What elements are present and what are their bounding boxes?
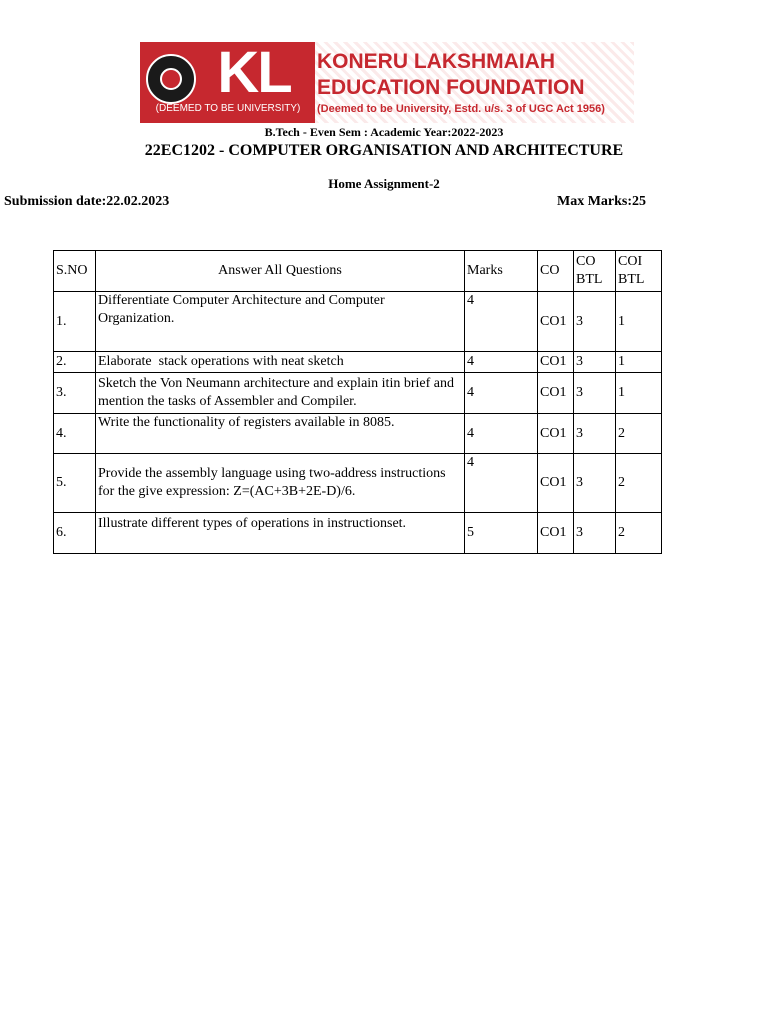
academic-year-line: B.Tech - Even Sem : Academic Year:2022-2023	[264, 125, 504, 139]
table-header-row	[54, 251, 662, 292]
row-co-btl: 3	[574, 373, 616, 414]
header-marks: Marks	[465, 251, 538, 292]
row-co-btl: 3	[574, 414, 616, 454]
header-coi-btl: COI BTL	[616, 251, 662, 292]
org-subtitle: (Deemed to be University, Estd. u/s. 3 of UGC Act 1956)	[317, 103, 605, 115]
header-question: Answer All Questions	[96, 251, 465, 292]
row-marks: 5	[465, 513, 538, 554]
row-coi-btl: 1	[616, 373, 662, 414]
university-seal-icon	[146, 54, 196, 104]
header-co-btl: CO BTL	[574, 251, 616, 292]
row-coi-btl: 1	[616, 352, 662, 373]
row-co-btl: 3	[574, 352, 616, 373]
logo-university-text: (DEEMED TO BE UNIVERSITY)	[155, 103, 301, 114]
row-marks: 4	[465, 352, 538, 373]
row-co: CO1	[538, 373, 574, 414]
row-co: CO1	[538, 352, 574, 373]
row-coi-btl: 2	[616, 414, 662, 454]
assignment-title: Home Assignment-2	[328, 176, 440, 191]
row-marks: 4	[465, 454, 538, 513]
logo-kl-mark: KL	[217, 42, 291, 105]
row-co: CO1	[538, 292, 574, 352]
max-marks: Max Marks:25	[557, 194, 647, 209]
row-co: CO1	[538, 513, 574, 554]
row-question: Illustrate different types of operations in instructionset.	[96, 513, 465, 554]
row-co-btl: 3	[574, 454, 616, 513]
row-sno: 3.	[54, 373, 96, 414]
logo-red-panel	[140, 42, 315, 123]
table-row	[54, 513, 662, 554]
table-row	[54, 454, 662, 513]
row-co: CO1	[538, 454, 574, 513]
institution-logo-banner	[140, 42, 634, 123]
row-coi-btl: 2	[616, 513, 662, 554]
row-sno: 2.	[54, 352, 96, 373]
row-sno: 6.	[54, 513, 96, 554]
row-question: Sketch the Von Neumann architecture and explain itin brief and mention the tasks of Assembler and Compiler.	[96, 373, 465, 414]
row-sno: 5.	[54, 454, 96, 513]
row-marks: 4	[465, 292, 538, 352]
row-coi-btl: 1	[616, 292, 662, 352]
row-question: Differentiate Computer Architecture and Computer Organization.	[96, 292, 465, 352]
row-question: Provide the assembly language using two-address instructions for the give expression: Z=(AC+3B+2E-D)/6.	[96, 454, 465, 513]
table-row	[54, 292, 662, 352]
header-co: CO	[538, 251, 574, 292]
questions-table	[53, 250, 662, 554]
org-name-line2: EDUCATION FOUNDATION	[317, 76, 585, 99]
row-co: CO1	[538, 414, 574, 454]
table-row	[54, 414, 662, 454]
submission-date: Submission date:22.02.2023	[4, 194, 170, 209]
row-marks: 4	[465, 373, 538, 414]
row-co-btl: 3	[574, 513, 616, 554]
row-question: Write the functionality of registers available in 8085.	[96, 414, 465, 454]
course-title: 22EC1202 - COMPUTER ORGANISATION AND ARCHITECTURE	[144, 142, 624, 159]
table-row	[54, 352, 662, 373]
header-sno: S.NO	[54, 251, 96, 292]
row-question: Elaborate stack operations with neat sketch	[96, 352, 465, 373]
row-sno: 1.	[54, 292, 96, 352]
row-co-btl: 3	[574, 292, 616, 352]
row-marks: 4	[465, 414, 538, 454]
row-sno: 4.	[54, 414, 96, 454]
table-row	[54, 373, 662, 414]
org-name-line1: KONERU LAKSHMAIAH	[317, 50, 555, 73]
row-coi-btl: 2	[616, 454, 662, 513]
